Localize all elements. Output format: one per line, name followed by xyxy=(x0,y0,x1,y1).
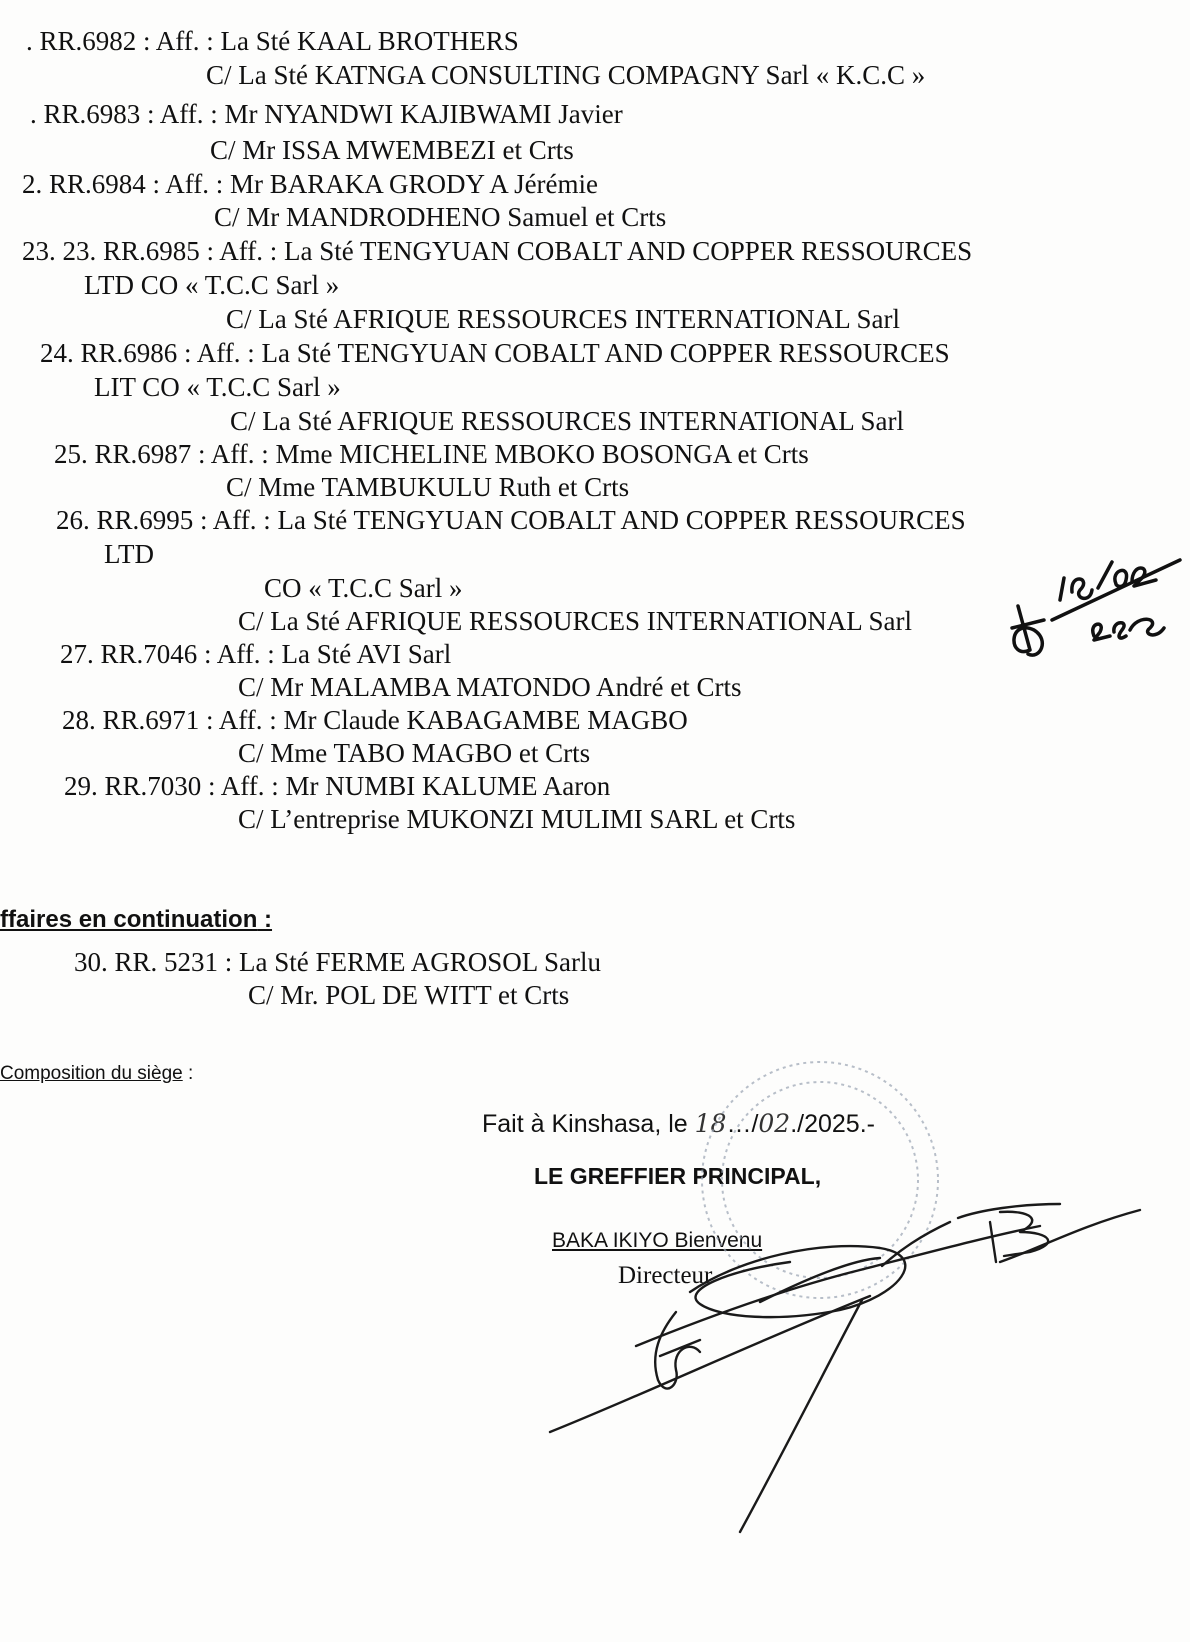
case-entry-6995-party: 26. RR.6995 : Aff. : La Sté TENGYUAN COBALT AND COPPER RESSOURCES xyxy=(56,505,966,535)
date-month: 02 xyxy=(758,1109,791,1138)
case-entry-7046-party: 27. RR.7046 : Aff. : La Sté AVI Sarl xyxy=(60,639,452,669)
case-entry-6995-party-cont: LTD xyxy=(104,539,155,569)
case-entry-6984-opponent: C/ Mr MANDRODHENO Samuel et Crts xyxy=(214,202,667,232)
case-entry-6985-opponent: C/ La Sté AFRIQUE RESSOURCES INTERNATIONAL Sarl xyxy=(226,304,901,334)
continuation-heading-colon: : xyxy=(257,906,273,933)
handwritten-date-annotation xyxy=(1012,560,1180,655)
case-entry-6986-party-cont: LIT CO « T.C.C Sarl » xyxy=(94,372,341,402)
case-entry-6982-party: . RR.6982 : Aff. : La Sté KAAL BROTHERS xyxy=(26,26,519,56)
case-entry-6987-party: 25. RR.6987 : Aff. : Mme MICHELINE MBOKO BOSONGA et Crts xyxy=(54,439,809,469)
case-entry-6995-opponent: C/ La Sté AFRIQUE RESSOURCES INTERNATIONAL Sarl xyxy=(238,606,913,636)
case-entry-6982-opponent: C/ La Sté KATNGA CONSULTING COMPAGNY Sarl « K.C.C » xyxy=(206,60,926,90)
case-entry-7046-opponent: C/ Mr MALAMBA MATONDO André et Crts xyxy=(238,672,742,702)
date-separator: …/ xyxy=(726,1110,759,1138)
continuation-heading-text: ffaires en continuation xyxy=(0,906,258,933)
case-entry-6983-opponent: C/ Mr ISSA MWEMBEZI et Crts xyxy=(210,135,574,165)
date-year: ./2025.- xyxy=(790,1110,875,1138)
case-entry-6985-party-cont: LTD CO « T.C.C Sarl » xyxy=(84,270,340,300)
case-entry-6986-opponent: C/ La Sté AFRIQUE RESSOURCES INTERNATIONAL Sarl xyxy=(230,406,905,436)
case-entry-6983-party: . RR.6983 : Aff. : Mr NYANDWI KAJIBWAMI Javier xyxy=(30,99,623,129)
official-stamp xyxy=(702,1062,938,1298)
continuation-entry-opponent: C/ Mr. POL DE WITT et Crts xyxy=(248,980,570,1010)
case-entry-6971-party: 28. RR.6971 : Aff. : Mr Claude KABAGAMBE MAGBO xyxy=(62,705,688,735)
case-entry-7030-opponent: C/ L’entreprise MUKONZI MULIMI SARL et Crts xyxy=(238,804,796,834)
case-entry-6987-opponent: C/ Mme TAMBUKULU Ruth et Crts xyxy=(226,472,630,502)
case-entry-6984-party: 2. RR.6984 : Aff. : Mr BARAKA GRODY A Jérémie xyxy=(22,169,599,199)
date-day: 18 xyxy=(694,1109,727,1138)
composition-label-text: Composition du siège xyxy=(0,1063,183,1084)
case-entry-7030-party: 29. RR.7030 : Aff. : Mr NUMBI KALUME Aaron xyxy=(64,771,611,801)
place-prefix: Fait à Kinshasa, le xyxy=(482,1110,695,1138)
signatory-name: BAKA IKIYO Bienvenu xyxy=(552,1229,763,1252)
case-entry-6986-party: 24. RR.6986 : Aff. : La Sté TENGYUAN COBALT AND COPPER RESSOURCES xyxy=(40,338,950,368)
case-entry-6985-party: 23. 23. RR.6985 : Aff. : La Sté TENGYUAN COBALT AND COPPER RESSOURCES xyxy=(22,236,973,266)
signatory-role: Directeur xyxy=(618,1262,713,1289)
signatory-title: LE GREFFIER PRINCIPAL, xyxy=(534,1163,822,1189)
case-entry-6971-opponent: C/ Mme TABO MAGBO et Crts xyxy=(238,738,591,768)
handwritten-signature xyxy=(550,1204,1140,1532)
case-entry-6995-party-cont2: CO « T.C.C Sarl » xyxy=(264,573,463,603)
continuation-entry-party: 30. RR. 5231 : La Sté FERME AGROSOL Sarlu xyxy=(74,947,602,977)
composition-label-colon: : xyxy=(182,1063,194,1084)
